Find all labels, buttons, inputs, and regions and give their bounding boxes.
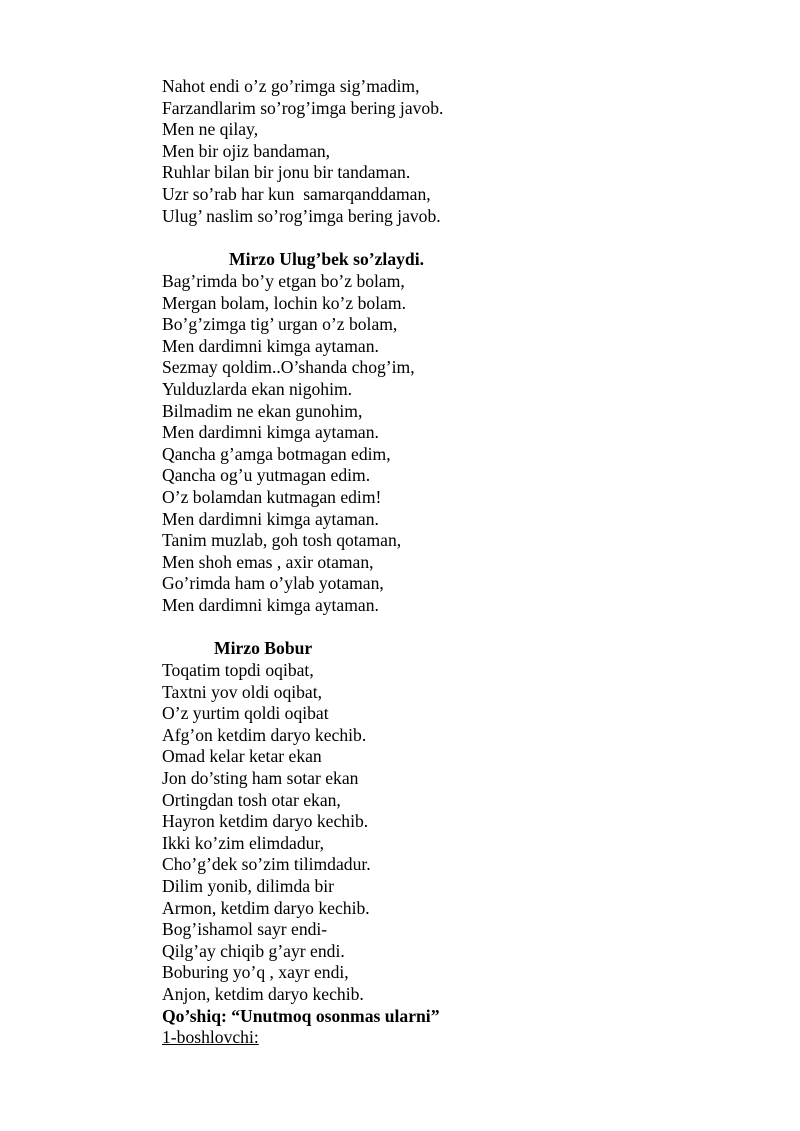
- verse-line: Tanim muzlab, goh tosh qotaman,: [162, 530, 402, 551]
- verse-line: Qilg’ay chiqib g’ayr endi.: [162, 940, 345, 961]
- verse-line: Ulug’ naslim so’rog’imga bering javob.: [162, 205, 441, 226]
- verse-line: Nahot endi o’z go’rimga sig’madim,: [162, 76, 420, 96]
- verse-line: Ortingdan tosh otar ekan,: [162, 789, 341, 810]
- section-heading-ulugbek: Mirzo Ulug’bek so’zlaydi.: [229, 249, 424, 269]
- verse-line: O’z bolamdan kutmagan edim!: [162, 486, 382, 507]
- verse-line: Bo’g’zimga tig’ urgan o’z bolam,: [162, 314, 398, 335]
- verse-line: Men bir ojiz bandaman,: [162, 140, 331, 161]
- verse-line: Dilim yonib, dilimda bir: [162, 875, 335, 896]
- verse-line: Cho’g’dek so’zim tilimdadur.: [162, 854, 371, 875]
- verse-line: Men ne qilay,: [162, 119, 259, 140]
- verse-line: Bog’ishamol sayr endi-: [162, 919, 328, 940]
- verse-line: Taxtni yov oldi oqibat,: [162, 681, 323, 702]
- verse-line: Boburing yo’q , xayr endi,: [162, 962, 349, 983]
- presenter-label: 1-boshlovchi:: [162, 1027, 259, 1048]
- verse-line: Men dardimni kimga aytaman.: [162, 335, 379, 356]
- verse-line: O’z yurtim qoldi oqibat: [162, 703, 329, 724]
- verse-line: Sezmay qoldim..O’shanda chog’im,: [162, 357, 415, 378]
- verse-line: Qancha g’amga botmagan edim,: [162, 443, 391, 464]
- verse-line: Go’rimda ham o’ylab yotaman,: [162, 573, 384, 594]
- verse-line: Men dardimni kimga aytaman.: [162, 508, 379, 529]
- verse-line: Mergan bolam, lochin ko’z bolam.: [162, 292, 406, 313]
- verse-line: Ruhlar bilan bir jonu bir tandaman.: [162, 162, 411, 183]
- verse-line: Afg’on ketdim daryo kechib.: [162, 724, 367, 745]
- stanza-ulugbek: [162, 271, 415, 617]
- verse-line: Jon do’sting ham sotar ekan: [162, 767, 359, 788]
- verse-line: Toqatim topdi oqibat,: [162, 660, 314, 680]
- verse-line: Ikki ko’zim elimdadur,: [162, 832, 324, 853]
- verse-line: Bilmadim ne ekan gunohim,: [162, 400, 363, 421]
- verse-line: Farzandlarim so’rog’imga bering javob.: [162, 97, 444, 118]
- verse-line: Men shoh emas , axir otaman,: [162, 551, 374, 572]
- verse-line: Armon, ketdim daryo kechib.: [162, 897, 370, 918]
- verse-line: Yulduzlarda ekan nigohim.: [162, 378, 353, 399]
- verse-line: Qancha og’u yutmagan edim.: [162, 465, 371, 486]
- stanza-1: [162, 76, 443, 227]
- verse-line: Men dardimni kimga aytaman.: [162, 594, 379, 615]
- verse-line: Uzr so’rab har kun samarqanddaman,: [162, 183, 431, 204]
- verse-line: Anjon, ketdim daryo kechib.: [162, 983, 364, 1004]
- song-title: Qo’shiq: “Unutmoq osonmas ularni”: [162, 1005, 440, 1026]
- verse-line: Omad kelar ketar ekan: [162, 746, 322, 767]
- section-heading-bobur: Mirzo Bobur: [214, 638, 313, 658]
- verse-line: Hayron ketdim daryo kechib.: [162, 811, 369, 832]
- verse-line: Men dardimni kimga aytaman.: [162, 422, 379, 443]
- stanza-bobur: [162, 660, 440, 1049]
- verse-line: Bag’rimda bo’y etgan bo’z bolam,: [162, 271, 405, 291]
